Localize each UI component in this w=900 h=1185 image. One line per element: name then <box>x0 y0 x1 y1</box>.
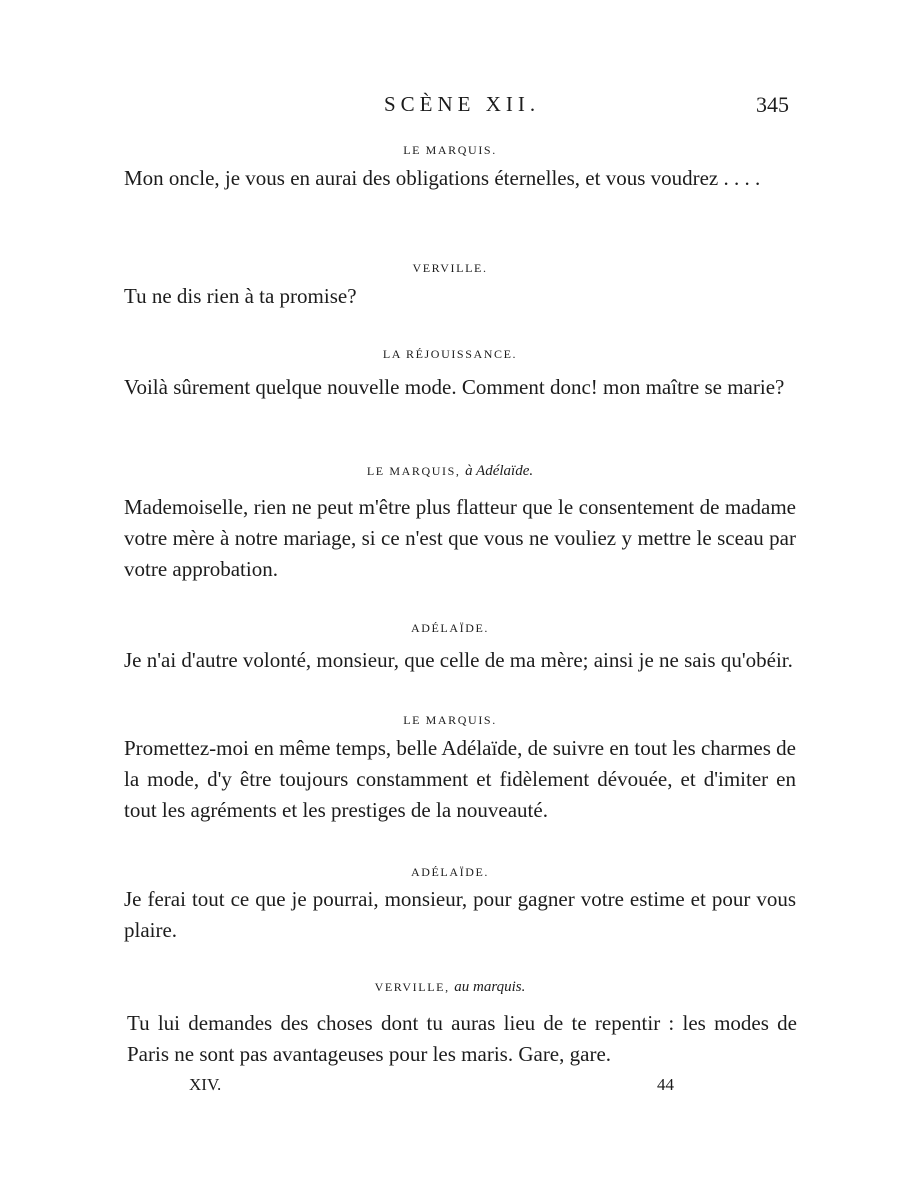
speaker-name: ADÉLAÏDE. <box>410 865 490 879</box>
stage-direction: à Adélaïde. <box>465 463 534 479</box>
speech-text: Voilà sûrement quelque nouvelle mode. Comment donc! mon maître se marie? <box>124 375 785 399</box>
speaker-heading <box>0 621 900 636</box>
speech-text: Mademoiselle, rien ne peut m'être plus flatteur que le consentement de madame votre mère à notre mariage, si ce n'est que vous ne vouliez y mettre le sceau par votre approbation. <box>124 495 796 581</box>
speech-text: Tu lui demandes des choses dont tu auras lieu de te repentir : les modes de Paris ne sont pas avantageuses pour les maris. Gare, gare. <box>127 1011 797 1066</box>
speaker-heading <box>0 143 900 158</box>
speech-text: Tu ne dis rien à ta promise? <box>124 284 357 308</box>
speaker-heading <box>0 463 900 480</box>
stage-direction: au marquis. <box>454 979 526 995</box>
speaker-name: VERVILLE. <box>412 261 488 275</box>
speaker-name: VERVILLE, <box>374 980 450 994</box>
signature-mark: XIV. <box>189 1075 222 1094</box>
speaker-name: ADÉLAÏDE. <box>410 621 490 635</box>
speaker-name: LA RÉJOUISSANCE. <box>382 347 518 361</box>
scene-title: SCÈNE XII. <box>384 92 541 116</box>
speaker-heading <box>0 865 900 880</box>
page-footer <box>0 1075 900 1099</box>
speaker-heading <box>0 713 900 728</box>
speaker-heading <box>0 347 900 362</box>
speech-text: Mon oncle, je vous en aurai des obligations éternelles, et vous voudrez . . . . <box>124 166 761 190</box>
running-head <box>0 90 900 124</box>
speech-text: Promettez-moi en même temps, belle Adélaïde, de suivre en tout les charmes de la mode, d'y être toujours constamment et fidèlement dévouée, et d'imiter en tout les agréments et les prestiges de la nouveauté. <box>124 736 796 822</box>
page-number: 345 <box>756 92 789 117</box>
speech-text: Je ferai tout ce que je pourrai, monsieur, pour gagner votre estime et pour vous plaire. <box>124 887 796 942</box>
speaker-name: LE MARQUIS, <box>366 464 461 478</box>
speech-text: Je n'ai d'autre volonté, monsieur, que celle de ma mère; ainsi je ne sais qu'obéir. <box>124 648 793 672</box>
folio-number: 44 <box>657 1075 674 1094</box>
speaker-heading <box>0 261 900 276</box>
speaker-name: LE MARQUIS. <box>403 713 497 727</box>
speaker-name: LE MARQUIS. <box>403 143 497 157</box>
speaker-heading <box>0 979 900 996</box>
